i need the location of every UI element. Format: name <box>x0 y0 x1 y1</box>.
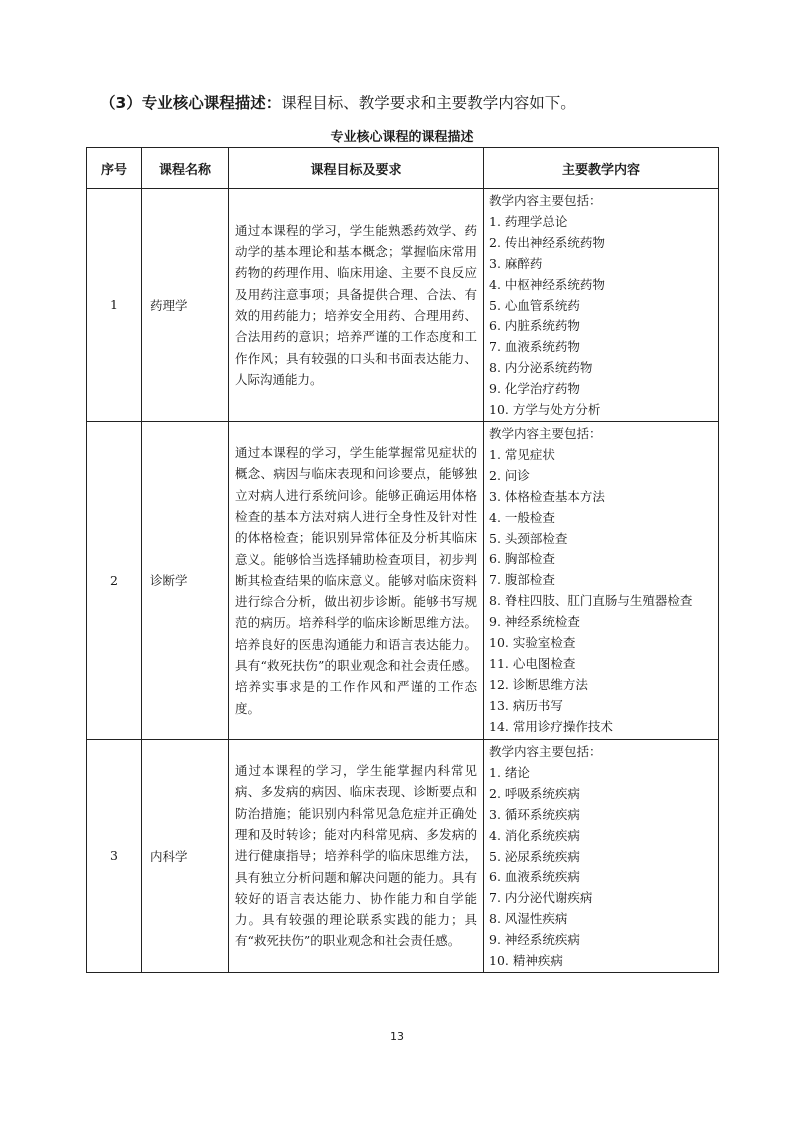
table-header-row <box>87 148 719 189</box>
content-line: 12. 诊断思维方法 <box>489 676 588 692</box>
content-line: 8. 脊柱四肢、肛门直肠与生殖器检查 <box>489 593 693 609</box>
header-goals: 课程目标及要求 <box>229 148 484 189</box>
content-line: 7. 血液系统药物 <box>489 339 580 355</box>
header-course-name: 课程名称 <box>142 148 229 189</box>
course-name: 内科学 <box>142 739 229 972</box>
content-line: 6. 胸部检查 <box>489 551 555 567</box>
content-line: 13. 病历书写 <box>489 697 563 713</box>
row-number: 2 <box>87 421 142 739</box>
section-label: （3）专业核心课程描述： <box>100 94 282 112</box>
content-line: 7. 内分泌代谢疾病 <box>489 890 593 906</box>
content-line: 8. 内分泌系统药物 <box>489 360 593 376</box>
content-line: 5. 泌尿系统疾病 <box>489 848 580 864</box>
table-caption: 专业核心课程的课程描述 <box>330 130 474 145</box>
content-line: 9. 神经系统疾病 <box>489 932 580 948</box>
content-line: 教学内容主要包括： <box>489 425 602 441</box>
content-line: 3. 体格检查基本方法 <box>489 488 605 504</box>
content-line: 1. 药理学总论 <box>489 213 568 229</box>
content-line: 10. 精神疾病 <box>489 953 563 969</box>
content-line: 8. 风湿性疾病 <box>489 911 568 927</box>
row-number: 3 <box>87 739 142 972</box>
content-line: 4. 中枢神经系统药物 <box>489 276 605 292</box>
content-line: 3. 麻醉药 <box>489 255 543 271</box>
content-line: 教学内容主要包括： <box>489 193 602 208</box>
content-line: 1. 常见症状 <box>489 446 555 462</box>
course-table <box>86 147 719 973</box>
content-line: 教学内容主要包括： <box>489 743 602 759</box>
content-line: 5. 心血管系统药 <box>489 297 580 313</box>
course-content <box>484 739 719 972</box>
section-description: 课程目标、教学要求和主要教学内容如下。 <box>281 94 576 112</box>
content-line: 2. 传出神经系统药物 <box>489 234 605 250</box>
course-content <box>484 421 719 739</box>
table-row <box>87 189 719 422</box>
content-line: 10. 方学与处方分析 <box>489 402 601 418</box>
row-number: 1 <box>87 189 142 422</box>
content-line: 2. 问诊 <box>489 467 530 483</box>
section-intro <box>100 92 576 114</box>
header-content: 主要教学内容 <box>484 148 719 189</box>
content-line: 4. 一般检查 <box>489 509 555 525</box>
content-line: 9. 神经系统检查 <box>489 614 580 630</box>
table-row <box>87 739 719 972</box>
content-line: 14. 常用诊疗操作技术 <box>489 718 613 734</box>
course-goals: 通过本课程的学习，学生能熟悉药效学、药动学的基本理论和基本概念；掌握临床常用药物的药理作用、临床用途、主要不良反应及用药注意事项；具备提供合理、合法、有效的用药能力；培养安全用药、合理用药、合法用药的意识；培养严谨的工作态度和工作作风；具有较强的口头和书面表达能力、人际沟通能力。 <box>235 222 477 387</box>
course-name: 药理学 <box>142 189 229 422</box>
content-line: 11. 心电图检查 <box>489 655 576 671</box>
course-goals: 通过本课程的学习，学生能掌握内科常见病、多发病的病因、临床表现、诊断要点和防治措施；能识别内科常见急危症并正确处理和及时转诊；能对内科常见病、多发病的进行健康指导；培养科学的临床思维方法，具有独立分析问题和解决问题的能力。具有较好的语言表达能力、协作能力和自学能力。具有较强的理论联系实践的能力；具有“救死扶伤”的职业观念和社会责任感。 <box>235 763 477 949</box>
table-row <box>87 421 719 739</box>
content-line: 3. 循环系统疾病 <box>489 806 580 822</box>
content-line: 9. 化学治疗药物 <box>489 381 580 397</box>
page-number: 13 <box>390 1030 404 1043</box>
course-content <box>484 189 719 422</box>
content-line: 7. 腹部检查 <box>489 572 555 588</box>
content-line: 2. 呼吸系统疾病 <box>489 785 580 801</box>
content-line: 5. 头颈部检查 <box>489 530 568 546</box>
content-line: 6. 内脏系统药物 <box>489 318 580 334</box>
content-line: 10. 实验室检查 <box>489 635 576 651</box>
course-goals: 通过本课程的学习，学生能掌握常见症状的概念、病因与临床表现和问诊要点，能够独立对病人进行系统问诊。能够正确运用体格检查的基本方法对病人进行全身性及针对性的体格检查；能识别异常体征及分析其临床意义。能够恰当选择辅助检查项目，初步判断其检查结果的临床意义。能够对临床资料进行综合分析，做出初步诊断。能够书写规范的病历。培养科学的临床诊断思维方法。培养良好的医患沟通能力和语言表达能力。具有“救死扶伤”的职业观念和社会责任感。培养实事求是的工作作风和严谨的工作态度。 <box>235 445 477 716</box>
content-line: 4. 消化系统疾病 <box>489 827 580 843</box>
content-line: 6. 血液系统疾病 <box>489 869 580 885</box>
header-number: 序号 <box>87 148 142 189</box>
content-line: 1. 绪论 <box>489 764 530 780</box>
course-name: 诊断学 <box>142 421 229 739</box>
